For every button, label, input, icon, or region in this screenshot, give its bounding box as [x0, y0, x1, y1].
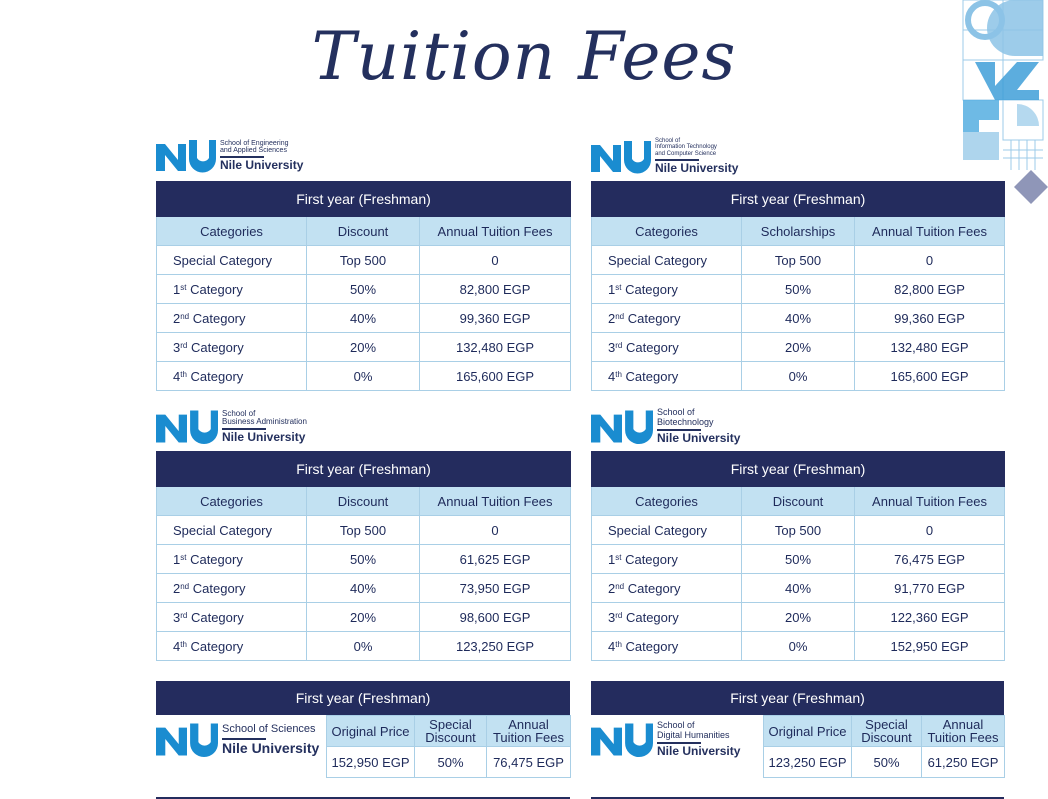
school-name: School of Engineering — [220, 139, 289, 147]
fees-table-it — [591, 181, 1005, 391]
category-cell: 3rd Category — [592, 333, 742, 362]
column-header: Categories — [592, 487, 742, 516]
fee-cell: 61,250 EGP — [922, 747, 1005, 778]
logo-business — [156, 408, 307, 446]
category-cell: 1st Category — [157, 275, 307, 304]
category-cell: Special Category — [592, 516, 742, 545]
category-cell: 2nd Category — [592, 304, 742, 333]
discount-cell: 50% — [307, 275, 420, 304]
fee-cell: 132,480 EGP — [420, 333, 571, 362]
table-row — [157, 246, 571, 275]
discount-cell: 40% — [307, 574, 420, 603]
fees-table-sciences — [326, 715, 571, 778]
fee-cell: 132,480 EGP — [855, 333, 1005, 362]
category-cell: Special Category — [157, 246, 307, 275]
school-name: School of — [655, 138, 681, 144]
category-cell: 3rd Category — [592, 603, 742, 632]
school-name: Biotechnology — [657, 416, 714, 427]
discount-cell: 0% — [307, 632, 420, 661]
decorative-pattern-icon — [955, 0, 1048, 206]
fee-cell: 61,625 EGP — [420, 545, 571, 574]
column-header: Original Price — [327, 716, 415, 747]
fee-cell: 76,475 EGP — [855, 545, 1005, 574]
table-row — [157, 632, 571, 661]
category-cell: 1st Category — [592, 545, 742, 574]
fee-cell: 82,800 EGP — [420, 275, 571, 304]
year-band: First year (Freshman) — [156, 681, 570, 715]
table-row — [592, 275, 1005, 304]
nu-logo-icon — [591, 139, 651, 175]
table-row — [157, 362, 571, 391]
discount-cell: 40% — [742, 574, 855, 603]
logo-sciences — [156, 721, 319, 759]
discount-cell: Top 500 — [742, 516, 855, 545]
category-cell: 4th Category — [157, 632, 307, 661]
category-cell: Special Category — [157, 516, 307, 545]
table-row — [157, 275, 571, 304]
year-band: First year (Freshman) — [591, 681, 1004, 715]
nu-logo-icon — [591, 408, 653, 446]
page-title: Tuition Fees — [311, 18, 737, 95]
fee-cell: 99,360 EGP — [420, 304, 571, 333]
table-row — [157, 304, 571, 333]
table-row — [592, 362, 1005, 391]
fee-cell: 122,360 EGP — [855, 603, 1005, 632]
column-header: Annual Tuition Fees — [922, 716, 1005, 747]
column-header: Annual Tuition Fees — [855, 217, 1005, 246]
table-row — [592, 574, 1005, 603]
original-price-cell: 123,250 EGP — [764, 747, 852, 778]
nu-logo-icon — [156, 138, 216, 174]
school-name: Business Administration — [222, 416, 307, 426]
university-name: Nile University — [657, 431, 741, 446]
fee-cell: 0 — [855, 516, 1005, 545]
nu-logo-icon — [591, 721, 653, 759]
discount-cell: 50% — [852, 747, 922, 778]
column-header: Discount — [307, 487, 420, 516]
column-header: Categories — [592, 217, 742, 246]
column-header: Special Discount — [852, 716, 922, 747]
discount-cell: Top 500 — [307, 516, 420, 545]
fee-cell: 82,800 EGP — [855, 275, 1005, 304]
discount-cell: Top 500 — [742, 246, 855, 275]
logo-humanities — [591, 721, 740, 759]
category-cell: 3rd Category — [157, 333, 307, 362]
year-band: First year (Freshman) — [592, 452, 1005, 487]
university-name: Nile University — [222, 739, 320, 756]
discount-cell: 20% — [742, 603, 855, 632]
university-name: Nile University — [655, 160, 739, 175]
discount-cell: 50% — [415, 747, 487, 778]
column-header: Scholarships — [742, 217, 855, 246]
table-row — [157, 574, 571, 603]
fee-cell: 165,600 EGP — [855, 362, 1005, 391]
discount-cell: 40% — [307, 304, 420, 333]
table-row — [157, 545, 571, 574]
column-header: Annual Tuition Fees — [420, 487, 571, 516]
fee-cell: 123,250 EGP — [420, 632, 571, 661]
school-name: School of Sciences — [222, 723, 316, 736]
table-row — [592, 603, 1005, 632]
column-header: Special Discount — [415, 716, 487, 747]
discount-cell: 0% — [742, 632, 855, 661]
category-cell: 1st Category — [592, 275, 742, 304]
category-cell: 2nd Category — [157, 304, 307, 333]
category-cell: Special Category — [592, 246, 742, 275]
logo-biotech — [591, 408, 740, 446]
table-row — [157, 603, 571, 632]
table-row — [592, 545, 1005, 574]
fees-table-humanities — [763, 715, 1005, 778]
discount-cell: 0% — [307, 362, 420, 391]
logo-it — [591, 138, 738, 175]
fees-table-engineering — [156, 181, 571, 391]
logo-engineering — [156, 138, 303, 174]
table-row — [592, 304, 1005, 333]
school-name: School of — [657, 720, 695, 731]
column-header: Discount — [307, 217, 420, 246]
school-name: Digital Humanities — [657, 729, 730, 740]
fees-table-business — [156, 451, 571, 661]
fee-cell: 98,600 EGP — [420, 603, 571, 632]
table-row — [157, 516, 571, 545]
fee-cell: 99,360 EGP — [855, 304, 1005, 333]
table-row — [592, 246, 1005, 275]
discount-cell: 20% — [307, 603, 420, 632]
fee-cell: 152,950 EGP — [855, 632, 1005, 661]
column-header: Discount — [742, 487, 855, 516]
table-row — [592, 632, 1005, 661]
fee-cell: 73,950 EGP — [420, 574, 571, 603]
table-row — [764, 747, 1005, 778]
column-header: Annual Tuition Fees — [420, 217, 571, 246]
category-cell: 3rd Category — [157, 603, 307, 632]
table-row — [592, 516, 1005, 545]
category-cell: 1st Category — [157, 545, 307, 574]
column-header: Annual Tuition Fees — [855, 487, 1005, 516]
fees-table-biotech — [591, 451, 1005, 661]
discount-cell: 20% — [307, 333, 420, 362]
discount-cell: 50% — [742, 545, 855, 574]
table-row — [592, 333, 1005, 362]
category-cell: 2nd Category — [157, 574, 307, 603]
year-band: First year (Freshman) — [157, 452, 571, 487]
university-name: Nile University — [220, 158, 304, 173]
discount-cell: 40% — [742, 304, 855, 333]
discount-cell: 50% — [742, 275, 855, 304]
fee-cell: 91,770 EGP — [855, 574, 1005, 603]
column-header: Categories — [157, 217, 307, 246]
category-cell: 4th Category — [592, 362, 742, 391]
discount-cell: 50% — [307, 545, 420, 574]
university-name: Nile University — [657, 744, 741, 759]
nu-logo-icon — [156, 721, 218, 759]
school-name: and Applied Sciences — [220, 146, 287, 154]
discount-cell: 0% — [742, 362, 855, 391]
fee-cell: 0 — [420, 246, 571, 275]
fees-block-sciences — [156, 681, 570, 773]
table-row — [157, 333, 571, 362]
fee-cell: 0 — [855, 246, 1005, 275]
category-cell: 4th Category — [592, 632, 742, 661]
fee-cell: 76,475 EGP — [487, 747, 571, 778]
column-header: Original Price — [764, 716, 852, 747]
fee-cell: 165,600 EGP — [420, 362, 571, 391]
table-row — [327, 747, 571, 778]
category-cell: 2nd Category — [592, 574, 742, 603]
fee-cell: 0 — [420, 516, 571, 545]
discount-cell: Top 500 — [307, 246, 420, 275]
nu-logo-icon — [156, 408, 218, 446]
university-name: Nile University — [222, 430, 306, 445]
discount-cell: 20% — [742, 333, 855, 362]
original-price-cell: 152,950 EGP — [327, 747, 415, 778]
school-name: School of — [657, 407, 695, 418]
school-name: School of — [222, 408, 256, 418]
school-name: Information Technology — [655, 144, 717, 151]
category-cell: 4th Category — [157, 362, 307, 391]
column-header: Annual Tuition Fees — [487, 716, 571, 747]
year-band: First year (Freshman) — [592, 182, 1005, 217]
school-name: and Computer Science — [655, 150, 717, 157]
fees-block-humanities — [591, 681, 1004, 773]
column-header: Categories — [157, 487, 307, 516]
year-band: First year (Freshman) — [157, 182, 571, 217]
